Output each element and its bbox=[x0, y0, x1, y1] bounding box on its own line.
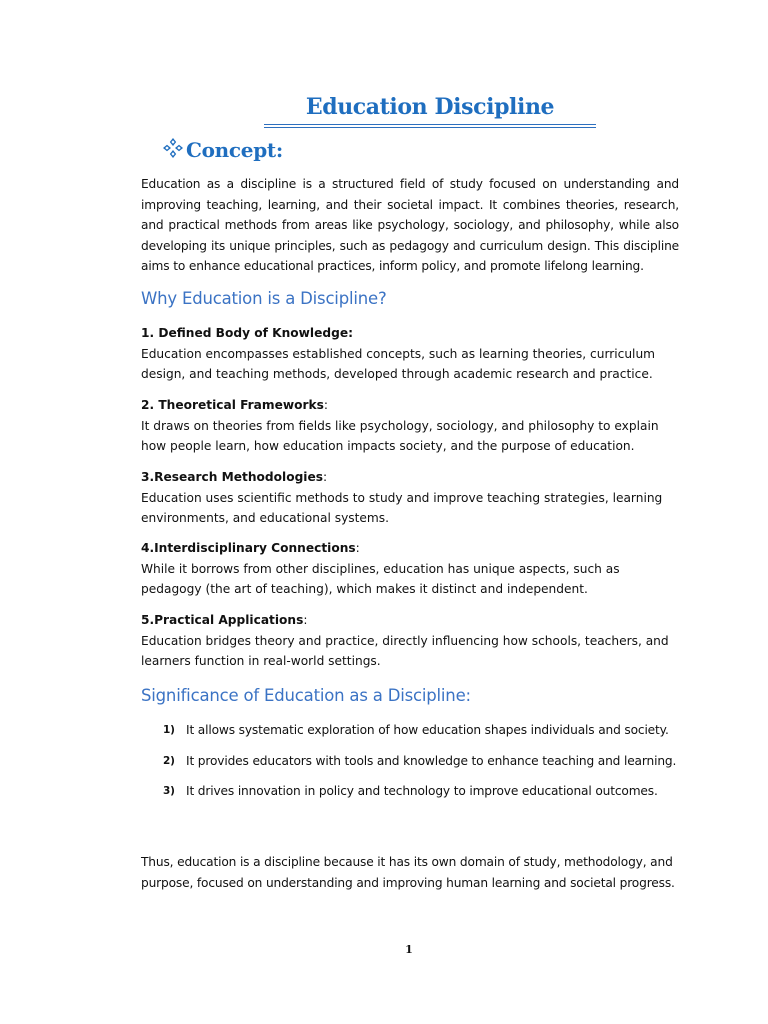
list-item-text: It provides educators with tools and knowledge to enhance teaching and learning. bbox=[186, 753, 677, 768]
reason-text: Education bridges theory and practice, directly influencing how schools, teachers, and learners function in real-world settings. bbox=[141, 633, 669, 669]
significance-list bbox=[163, 720, 683, 802]
reason-title: 1. Defined Body of Knowledge: bbox=[141, 326, 353, 340]
why-heading: Why Education is a Discipline? bbox=[141, 289, 387, 308]
reason-title: 2. Theoretical Frameworks bbox=[141, 398, 324, 412]
list-marker: 2) bbox=[163, 754, 175, 767]
reason-text: Education uses scientific methods to study and improve teaching strategies, learning environments, and educational systems. bbox=[141, 490, 663, 526]
reason-item bbox=[141, 467, 679, 529]
reason-title-suffix: : bbox=[355, 541, 360, 555]
page-number: 1 bbox=[405, 943, 413, 956]
list-item bbox=[163, 751, 683, 772]
list-item-text: It drives innovation in policy and technology to improve educational outcomes. bbox=[186, 784, 658, 799]
list-item-text: It allows systematic exploration of how education shapes individuals and society. bbox=[186, 723, 669, 737]
reason-text: It draws on theories from fields like psychology, sociology, and philosophy to explain how people learn, how education impacts society, and the purpose of education. bbox=[141, 418, 659, 454]
list-marker: 3) bbox=[163, 785, 175, 798]
list-item bbox=[163, 720, 683, 741]
reason-text: Education encompasses established concepts, such as learning theories, curriculum design, and teaching methods, developed through academic research and practice. bbox=[141, 346, 656, 382]
reason-title-suffix: : bbox=[303, 613, 308, 627]
document-title: Education Discipline bbox=[305, 94, 555, 120]
concept-heading-label: Concept: bbox=[186, 138, 283, 162]
title-block bbox=[264, 92, 596, 128]
reason-title-suffix: : bbox=[323, 398, 328, 412]
conclusion-paragraph: Thus, education is a discipline because it has its own domain of study, methodology, and purpose, focused on understanding and improving human learning and societal progress. bbox=[141, 855, 675, 890]
reason-item bbox=[141, 538, 679, 600]
list-marker: 1) bbox=[163, 724, 175, 736]
significance-heading: Significance of Education as a Discipline: bbox=[141, 686, 471, 705]
reason-title: 3.Research Methodologies bbox=[141, 470, 323, 484]
title-double-underline bbox=[264, 124, 596, 128]
reason-text: While it borrows from other disciplines, education has unique aspects, such as pedagogy (the art of teaching), which makes it distinct and independent. bbox=[141, 561, 620, 597]
reason-item bbox=[141, 610, 679, 672]
reason-item bbox=[141, 395, 679, 457]
list-item bbox=[163, 781, 683, 802]
concept-heading bbox=[162, 137, 283, 163]
reason-title: 5.Practical Applications bbox=[141, 613, 304, 627]
intro-paragraph: Education as a discipline is a structured field of study focused on understanding and improving teaching, learning, and their societal impact. It combines theories, research, and practical methods from areas like psychology, sociology, and philosophy, while also developing its unique principles, such as pedagogy and curriculum design. This discipline aims to enhance educational practices, inform policy, and promote lifelong learning. bbox=[141, 177, 679, 274]
reason-item bbox=[141, 323, 679, 385]
reason-title-suffix: : bbox=[323, 470, 328, 484]
reason-title: 4.Interdisciplinary Connections bbox=[141, 541, 356, 555]
diamond-bullet-icon bbox=[162, 137, 184, 159]
